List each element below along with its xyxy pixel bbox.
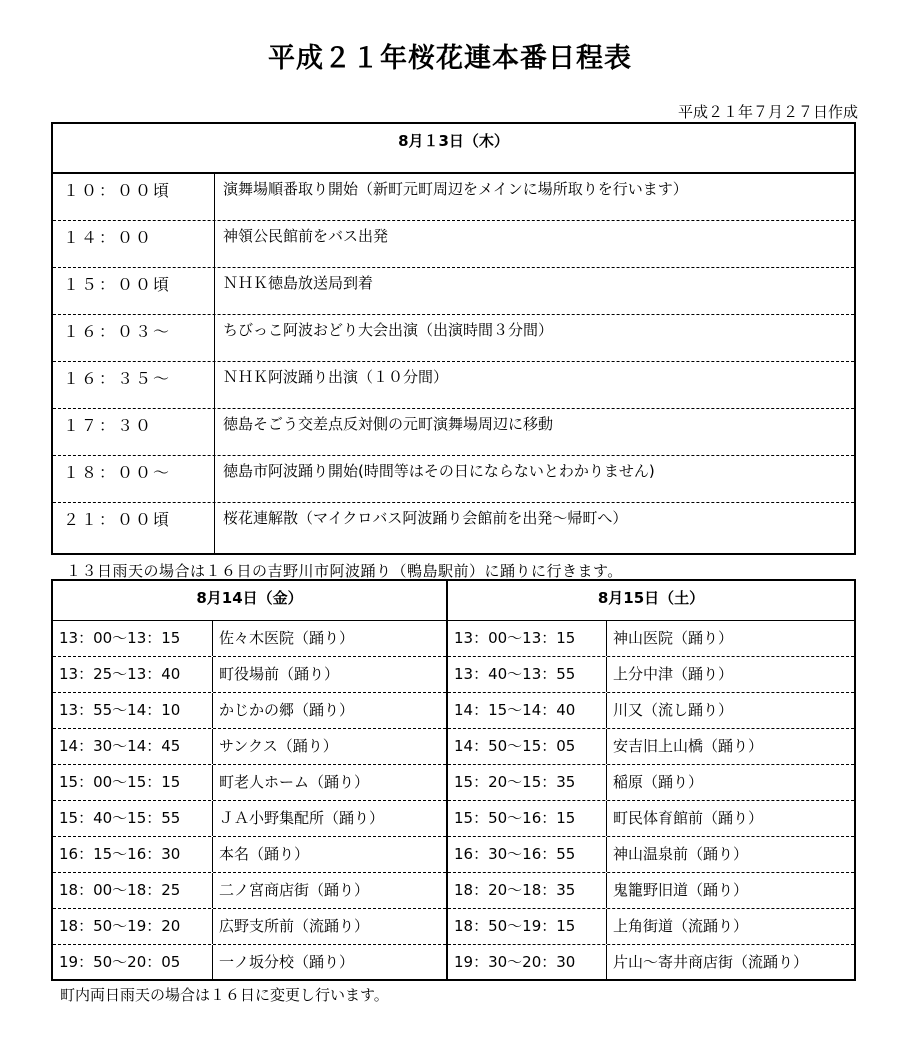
time-cell: 13：00～13：15	[448, 621, 607, 656]
table-row	[53, 221, 854, 268]
table-row	[53, 693, 446, 729]
table-row	[53, 657, 446, 693]
time-cell: 13：00～13：15	[53, 621, 213, 656]
time-cell: 13：55～14：10	[53, 693, 213, 728]
description-cell: ちびっこ阿波おどり大会出演（出演時間３分間）	[223, 321, 554, 339]
aug13-header: 8月１3日（木）	[53, 124, 854, 174]
time-cell: 16：30～16：55	[448, 837, 607, 872]
aug15-header: 8月15日（土）	[448, 581, 854, 621]
table-row	[448, 873, 854, 909]
table-row	[448, 909, 854, 945]
table-row	[53, 456, 854, 503]
table-row	[448, 765, 854, 801]
table-row	[448, 657, 854, 693]
time-cell: 15：20～15：35	[448, 765, 607, 800]
table-row	[53, 801, 446, 837]
table-row	[53, 503, 854, 553]
description-cell: 徳島そごう交差点反対側の元町演舞場周辺に移動	[223, 415, 554, 433]
page-title: 平成２１年桜花連本番日程表	[268, 43, 632, 74]
place-cell: 安吉旧上山橋（踊り）	[613, 737, 764, 755]
description-cell: 徳島市阿波踊り開始(時間等はその日にならないとわかりません)	[223, 462, 655, 480]
aug14-schedule-table	[51, 579, 448, 981]
time-cell: 18：50～19：15	[448, 909, 607, 944]
time-cell: 14：15～14：40	[448, 693, 607, 728]
time-cell: １５：００頃	[53, 268, 215, 314]
table-row	[53, 729, 446, 765]
time-cell: 15：00～15：15	[53, 765, 213, 800]
table-row	[53, 873, 446, 909]
time-cell: 13：40～13：55	[448, 657, 607, 692]
rain-note-aug13: １３日雨天の場合は１６日の吉野川市阿波踊り（鴨島駅前）に踊りに行きます。	[66, 562, 623, 580]
time-cell: 13：25～13：40	[53, 657, 213, 692]
time-cell: 19：50～20：05	[53, 945, 213, 981]
place-cell: 神山温泉前（踊り）	[613, 845, 749, 863]
time-cell: 19：30～20：30	[448, 945, 607, 981]
time-cell: 15：40～15：55	[53, 801, 213, 836]
table-row	[53, 174, 854, 221]
time-cell: 16：15～16：30	[53, 837, 213, 872]
time-cell: １６：３５～	[53, 362, 215, 408]
description-cell: 桜花連解散（マイクロバス阿波踊り会館前を出発～帰町へ）	[223, 509, 628, 527]
place-cell: 稲原（踊り）	[613, 773, 704, 791]
table-row	[53, 268, 854, 315]
place-cell: 佐々木医院（踊り）	[219, 629, 355, 647]
place-cell: 町民体育館前（踊り）	[613, 809, 764, 827]
place-cell: 町老人ホーム（踊り）	[219, 773, 370, 791]
place-cell: 町役場前（踊り）	[219, 665, 340, 683]
table-row	[53, 621, 446, 657]
table-row	[53, 765, 446, 801]
time-cell: １８：００～	[53, 456, 215, 502]
time-cell: ２１：００頃	[53, 503, 215, 553]
table-row	[53, 909, 446, 945]
time-cell: 14：30～14：45	[53, 729, 213, 764]
table-row	[448, 945, 854, 981]
place-cell: 神山医院（踊り）	[613, 629, 734, 647]
time-cell: 18：20～18：35	[448, 873, 607, 908]
aug14-header: 8月14日（金）	[53, 581, 446, 621]
time-cell: １０：００頃	[53, 174, 215, 220]
rain-note-both-days: 町内両日雨天の場合は１６日に変更し行います。	[60, 986, 389, 1004]
table-row	[448, 693, 854, 729]
time-cell: 18：00～18：25	[53, 873, 213, 908]
table-row	[53, 945, 446, 981]
place-cell: 上角街道（流踊り）	[613, 917, 749, 935]
time-cell: 18：50～19：20	[53, 909, 213, 944]
time-cell: １６：０３～	[53, 315, 215, 361]
place-cell: 片山～寄井商店街（流踊り）	[613, 953, 809, 971]
place-cell: ＪＡ小野集配所（踊り）	[219, 809, 385, 827]
place-cell: 一ノ坂分校（踊り）	[219, 953, 355, 971]
aug15-schedule-table	[446, 579, 856, 981]
aug13-schedule-table	[51, 122, 856, 555]
place-cell: 本名（踊り）	[219, 845, 310, 863]
place-cell: 広野支所前（流踊り）	[219, 917, 370, 935]
time-cell: 14：50～15：05	[448, 729, 607, 764]
description-cell: 神領公民館前をバス出発	[223, 227, 389, 245]
table-row	[448, 801, 854, 837]
table-row	[53, 837, 446, 873]
created-date: 平成２１年７月２７日作成	[677, 103, 858, 121]
place-cell: 鬼籠野旧道（踊り）	[613, 881, 749, 899]
place-cell: サンクス（踊り）	[219, 737, 338, 755]
table-row	[53, 362, 854, 409]
table-row	[53, 409, 854, 456]
time-cell: １７：３０	[53, 409, 215, 455]
time-cell: 15：50～16：15	[448, 801, 607, 836]
place-cell: かじかの郷（踊り）	[219, 701, 355, 719]
table-row	[448, 729, 854, 765]
description-cell: 演舞場順番取り開始（新町元町周辺をメインに場所取りを行います）	[223, 180, 688, 198]
place-cell: 川又（流し踊り）	[613, 701, 734, 719]
description-cell: ＮＨＫ阿波踊り出演（１０分間）	[223, 368, 449, 386]
table-row	[53, 315, 854, 362]
place-cell: 二ノ宮商店街（踊り）	[219, 881, 370, 899]
table-row	[448, 621, 854, 657]
time-cell: １４：００	[53, 221, 215, 267]
description-cell: ＮＨＫ徳島放送局到着	[223, 274, 374, 292]
table-row	[448, 837, 854, 873]
place-cell: 上分中津（踊り）	[613, 665, 734, 683]
